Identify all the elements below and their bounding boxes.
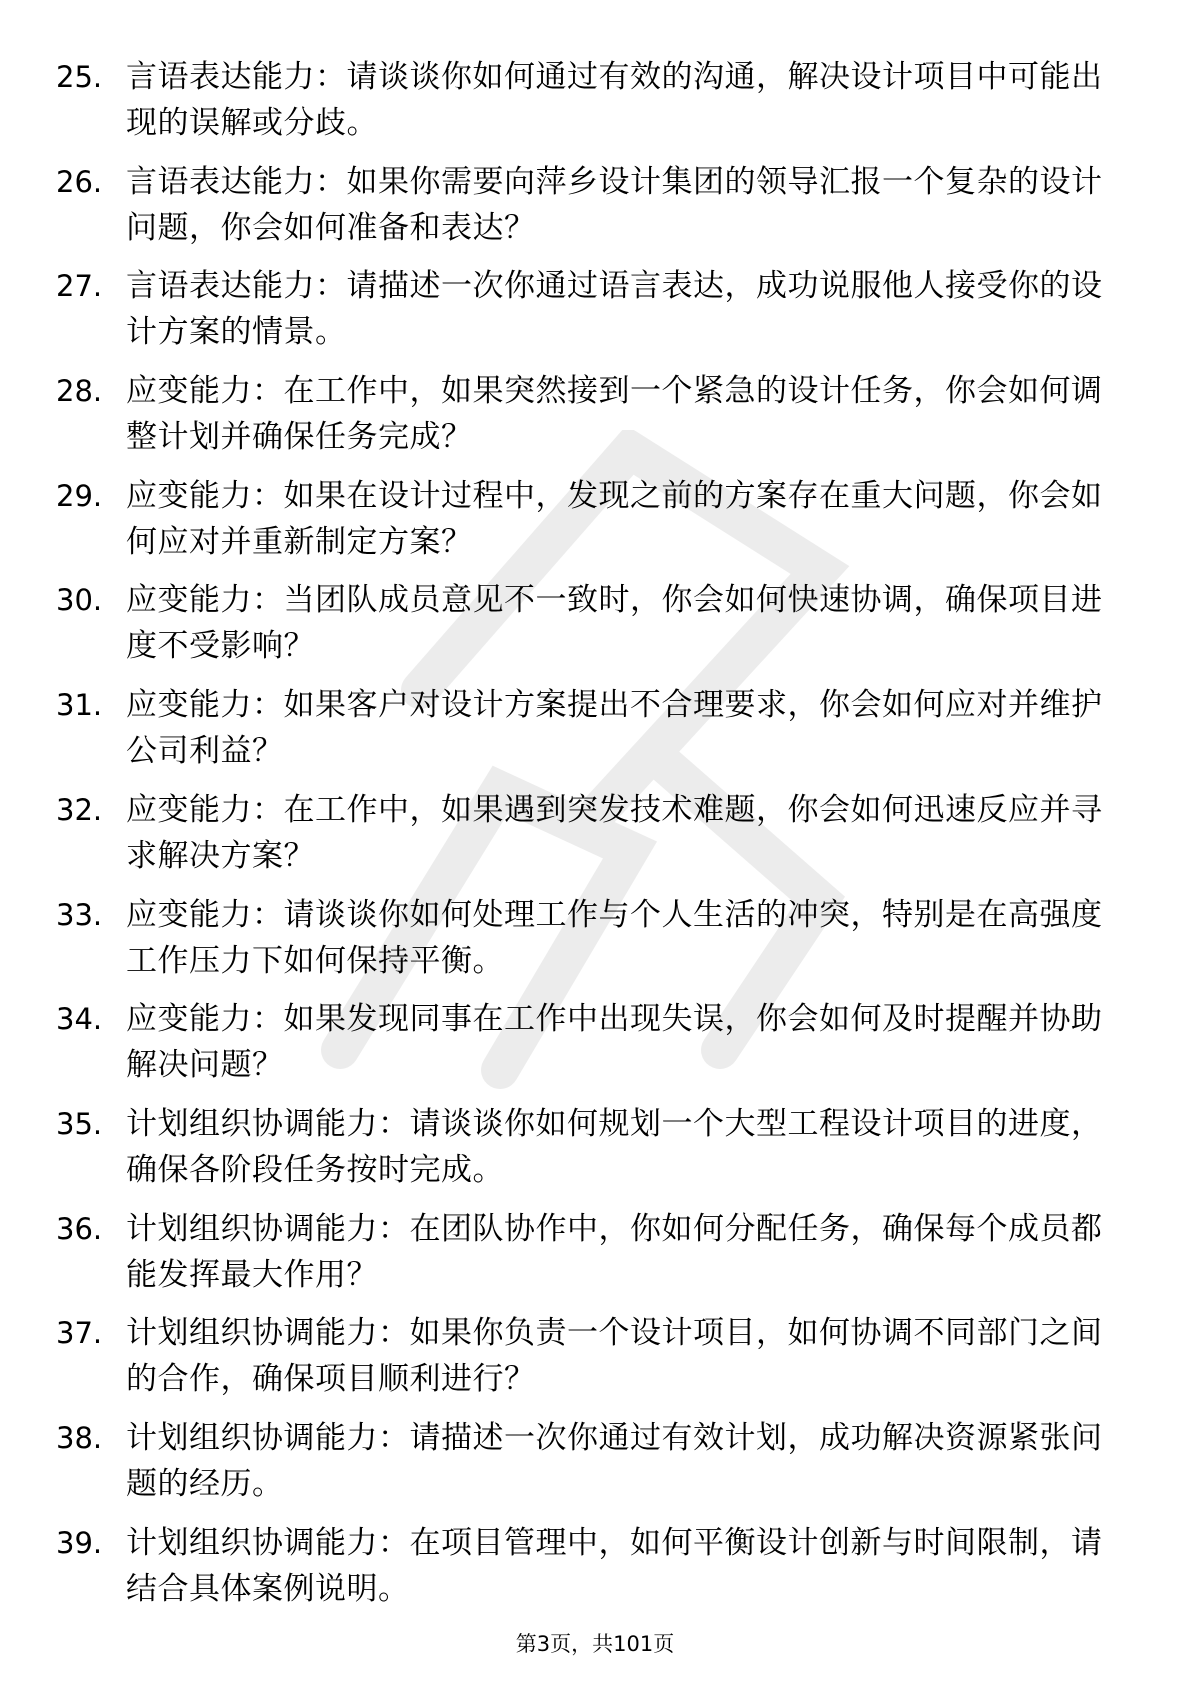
question-text: 言语表达能力：请描述一次你通过语言表达，成功说服他人接受你的设计方案的情景。 — [126, 268, 1103, 351]
question-text: 应变能力：当团队成员意见不一致时，你会如何快速协调，确保项目进度不受影响？ — [126, 582, 1103, 665]
question-text: 言语表达能力：请谈谈你如何通过有效的沟通，解决设计项目中可能出现的误解或分歧。 — [126, 59, 1103, 141]
question-item-38 — [56, 1415, 1136, 1520]
question-item-34 — [56, 996, 1136, 1101]
question-text: 应变能力：在工作中，如果遇到突发技术难题，你会如何迅速反应并寻求解决方案？ — [126, 791, 1103, 874]
question-list — [56, 54, 1136, 1624]
question-text: 应变能力：在工作中，如果突然接到一个紧急的设计任务，你会如何调整计划并确保任务完成？ — [126, 373, 1103, 456]
question-item-25 — [56, 54, 1136, 159]
question-item-28 — [56, 368, 1136, 473]
question-item-32 — [56, 787, 1136, 892]
question-item-35 — [56, 1101, 1136, 1206]
question-item-26 — [56, 159, 1136, 264]
question-number: 34. — [56, 1002, 103, 1037]
question-text: 计划组织协调能力：请描述一次你通过有效计划，成功解决资源紧张问题的经历。 — [126, 1419, 1103, 1502]
question-number: 36. — [56, 1211, 103, 1246]
question-item-27 — [56, 263, 1136, 368]
question-item-39 — [56, 1520, 1136, 1625]
question-number: 26. — [56, 164, 103, 199]
question-number: 38. — [56, 1420, 103, 1455]
question-item-30 — [56, 577, 1136, 682]
question-number: 37. — [56, 1316, 103, 1351]
question-text: 计划组织协调能力：在项目管理中，如何平衡设计创新与时间限制，请结合具体案例说明。 — [126, 1524, 1103, 1607]
question-number: 29. — [56, 478, 103, 513]
question-text: 应变能力：请谈谈你如何处理工作与个人生活的冲突，特别是在高强度工作压力下如何保持平衡。 — [126, 896, 1103, 979]
question-number: 31. — [56, 688, 103, 723]
question-number: 28. — [56, 374, 103, 409]
question-text: 言语表达能力：如果你需要向萍乡设计集团的领导汇报一个复杂的设计问题，你会如何准备和表达？ — [126, 163, 1103, 246]
question-text: 计划组织协调能力：如果你负责一个设计项目，如何协调不同部门之间的合作，确保项目顺利进行？ — [126, 1315, 1103, 1398]
question-number: 27. — [56, 269, 103, 304]
question-number: 32. — [56, 792, 103, 827]
question-text: 应变能力：如果客户对设计方案提出不合理要求，你会如何应对并维护公司利益？ — [126, 687, 1103, 770]
question-text: 应变能力：如果在设计过程中，发现之前的方案存在重大问题，你会如何应对并重新制定方案？ — [126, 477, 1103, 560]
question-item-31 — [56, 682, 1136, 787]
page-number-footer: 第3页，共101页 — [515, 1632, 675, 1656]
question-number: 33. — [56, 897, 103, 932]
question-item-33 — [56, 892, 1136, 997]
question-item-36 — [56, 1206, 1136, 1311]
question-item-29 — [56, 473, 1136, 578]
question-number: 39. — [56, 1525, 103, 1560]
question-text: 计划组织协调能力：请谈谈你如何规划一个大型工程设计项目的进度，确保各阶段任务按时完成。 — [126, 1105, 1103, 1188]
question-number: 35. — [56, 1106, 103, 1141]
question-text: 计划组织协调能力：在团队协作中，你如何分配任务，确保每个成员都能发挥最大作用？ — [126, 1210, 1103, 1293]
question-item-37 — [56, 1310, 1136, 1415]
question-number: 30. — [56, 583, 103, 618]
question-text: 应变能力：如果发现同事在工作中出现失误，你会如何及时提醒并协助解决问题？ — [126, 1001, 1103, 1084]
question-number: 25. — [56, 60, 103, 94]
